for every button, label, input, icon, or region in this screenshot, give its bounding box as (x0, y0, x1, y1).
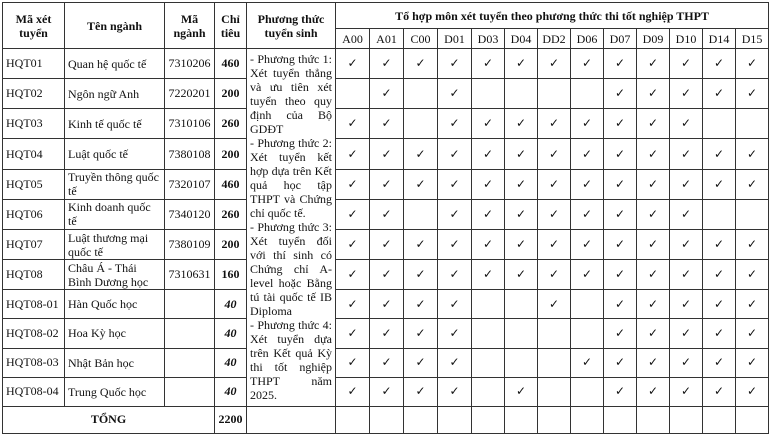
empty-combo-cell (505, 319, 538, 348)
check-icon: ✓ (736, 229, 769, 259)
empty-combo-cell (538, 79, 571, 109)
check-icon: ✓ (736, 319, 769, 348)
empty-total-cell (472, 406, 505, 433)
check-icon: ✓ (505, 377, 538, 406)
check-icon: ✓ (538, 109, 571, 139)
check-icon: ✓ (571, 109, 604, 139)
combo-header-c00: C00 (404, 29, 438, 49)
major-name-cell: Luật thương mại quốc tế (65, 229, 165, 259)
check-icon: ✓ (438, 109, 472, 139)
check-icon: ✓ (404, 290, 438, 319)
check-icon: ✓ (336, 139, 370, 169)
check-icon: ✓ (370, 49, 404, 79)
admission-code-cell: HQT01 (3, 49, 65, 79)
admission-code-cell: HQT08-01 (3, 290, 65, 319)
header-admission-code: Mã xét tuyển (3, 3, 65, 49)
check-icon: ✓ (703, 290, 736, 319)
major-code-cell: 7380109 (165, 229, 215, 259)
major-code-cell (165, 348, 215, 377)
check-icon: ✓ (472, 229, 505, 259)
check-icon: ✓ (336, 348, 370, 377)
quota-cell: 40 (215, 348, 247, 377)
major-code-cell (165, 377, 215, 406)
admission-method-2: - Phương thức 2: Xét tuyển kết hợp dựa trên Kết quả học tập THPT và Chứng chỉ quốc tế. (250, 136, 332, 221)
empty-total-cell (438, 406, 472, 433)
admission-code-cell: HQT05 (3, 169, 65, 199)
check-icon: ✓ (637, 109, 670, 139)
quota-cell: 200 (215, 139, 247, 169)
check-icon: ✓ (438, 49, 472, 79)
admission-method-4: - Phương thức 4: Xét tuyển dựa trên Kết quả Kỳ thi tốt nghiệp THPT năm 2025. (250, 318, 332, 403)
major-name-cell: Hoa Kỳ học (65, 319, 165, 348)
check-icon: ✓ (404, 49, 438, 79)
quota-cell: 160 (215, 260, 247, 290)
quota-cell: 460 (215, 49, 247, 79)
check-icon: ✓ (505, 199, 538, 229)
check-icon: ✓ (637, 79, 670, 109)
check-icon: ✓ (703, 319, 736, 348)
admission-code-cell: HQT04 (3, 139, 65, 169)
check-icon: ✓ (538, 229, 571, 259)
check-icon: ✓ (571, 169, 604, 199)
check-icon: ✓ (571, 199, 604, 229)
check-icon: ✓ (604, 49, 637, 79)
table-row (3, 377, 769, 406)
admission-code-cell: HQT08-02 (3, 319, 65, 348)
empty-combo-cell (336, 79, 370, 109)
check-icon: ✓ (370, 319, 404, 348)
check-icon: ✓ (637, 319, 670, 348)
total-row (3, 406, 769, 433)
combo-header-d07: D07 (604, 29, 637, 49)
check-icon: ✓ (703, 348, 736, 377)
check-icon: ✓ (538, 290, 571, 319)
check-icon: ✓ (438, 199, 472, 229)
major-code-cell: 7340120 (165, 199, 215, 229)
check-icon: ✓ (637, 199, 670, 229)
total-label: TỔNG (3, 406, 215, 433)
check-icon: ✓ (472, 169, 505, 199)
quota-cell: 40 (215, 319, 247, 348)
empty-total-cell (404, 406, 438, 433)
check-icon: ✓ (336, 290, 370, 319)
table-row (3, 229, 769, 259)
check-icon: ✓ (637, 377, 670, 406)
major-code-cell: 7310631 (165, 260, 215, 290)
check-icon: ✓ (438, 79, 472, 109)
combo-header-a01: A01 (370, 29, 404, 49)
check-icon: ✓ (370, 377, 404, 406)
empty-combo-cell (703, 199, 736, 229)
admission-code-cell: HQT08-03 (3, 348, 65, 377)
empty-total-cell (336, 406, 370, 433)
check-icon: ✓ (438, 348, 472, 377)
check-icon: ✓ (670, 290, 703, 319)
check-icon: ✓ (538, 139, 571, 169)
empty-combo-cell (571, 290, 604, 319)
check-icon: ✓ (604, 229, 637, 259)
empty-combo-cell (472, 290, 505, 319)
quota-cell: 40 (215, 377, 247, 406)
empty-total-cell (736, 406, 769, 433)
combo-header-dd2: DD2 (538, 29, 571, 49)
empty-combo-cell (404, 109, 438, 139)
check-icon: ✓ (538, 260, 571, 290)
admission-code-cell: HQT08 (3, 260, 65, 290)
check-icon: ✓ (505, 49, 538, 79)
check-icon: ✓ (604, 377, 637, 406)
check-icon: ✓ (438, 169, 472, 199)
check-icon: ✓ (370, 79, 404, 109)
table-row (3, 199, 769, 229)
check-icon: ✓ (703, 377, 736, 406)
check-icon: ✓ (604, 109, 637, 139)
check-icon: ✓ (538, 199, 571, 229)
check-icon: ✓ (703, 169, 736, 199)
check-icon: ✓ (438, 139, 472, 169)
empty-combo-cell (571, 319, 604, 348)
header-major-code: Mã ngành (165, 3, 215, 49)
check-icon: ✓ (637, 260, 670, 290)
empty-total-cell (505, 406, 538, 433)
check-icon: ✓ (370, 199, 404, 229)
empty-combo-cell (404, 199, 438, 229)
combo-header-d01: D01 (438, 29, 472, 49)
check-icon: ✓ (703, 49, 736, 79)
check-icon: ✓ (670, 377, 703, 406)
empty-combo-cell (505, 290, 538, 319)
check-icon: ✓ (637, 49, 670, 79)
empty-total-cell (370, 406, 404, 433)
header-quota: Chỉ tiêu (215, 3, 247, 49)
major-name-cell: Truyền thông quốc tế (65, 169, 165, 199)
check-icon: ✓ (438, 377, 472, 406)
check-icon: ✓ (370, 348, 404, 377)
major-code-cell: 7380108 (165, 139, 215, 169)
check-icon: ✓ (670, 229, 703, 259)
check-icon: ✓ (604, 260, 637, 290)
major-name-cell: Kinh tế quốc tế (65, 109, 165, 139)
check-icon: ✓ (438, 319, 472, 348)
check-icon: ✓ (505, 229, 538, 259)
check-icon: ✓ (404, 377, 438, 406)
admission-code-cell: HQT08-04 (3, 377, 65, 406)
check-icon: ✓ (404, 139, 438, 169)
header-admission-method: Phương thức tuyển sinh (247, 3, 336, 49)
quota-cell: 460 (215, 169, 247, 199)
check-icon: ✓ (336, 109, 370, 139)
major-code-cell (165, 319, 215, 348)
check-icon: ✓ (571, 139, 604, 169)
empty-combo-cell (472, 79, 505, 109)
check-icon: ✓ (472, 260, 505, 290)
empty-combo-cell (472, 319, 505, 348)
empty-total-cell (604, 406, 637, 433)
major-name-cell: Ngôn ngữ Anh (65, 79, 165, 109)
check-icon: ✓ (637, 169, 670, 199)
check-icon: ✓ (604, 348, 637, 377)
empty-combo-cell (505, 79, 538, 109)
check-icon: ✓ (604, 139, 637, 169)
check-icon: ✓ (438, 260, 472, 290)
check-icon: ✓ (670, 260, 703, 290)
header-subject-combos-title: Tổ hợp môn xét tuyển theo phương thức thi tốt nghiệp THPT (336, 3, 769, 29)
empty-combo-cell (736, 109, 769, 139)
header-major-name: Tên ngành (65, 3, 165, 49)
table-row (3, 139, 769, 169)
check-icon: ✓ (336, 49, 370, 79)
table-body (3, 49, 769, 434)
major-code-cell: 7220201 (165, 79, 215, 109)
check-icon: ✓ (736, 169, 769, 199)
combo-header-d10: D10 (670, 29, 703, 49)
admission-code-cell: HQT07 (3, 229, 65, 259)
check-icon: ✓ (370, 169, 404, 199)
check-icon: ✓ (370, 290, 404, 319)
check-icon: ✓ (370, 109, 404, 139)
check-icon: ✓ (505, 260, 538, 290)
check-icon: ✓ (703, 260, 736, 290)
check-icon: ✓ (336, 199, 370, 229)
major-code-cell (165, 290, 215, 319)
table-row (3, 260, 769, 290)
quota-cell: 260 (215, 109, 247, 139)
check-icon: ✓ (472, 139, 505, 169)
empty-combo-cell (538, 348, 571, 377)
major-code-cell: 7320107 (165, 169, 215, 199)
empty-total-cell (637, 406, 670, 433)
table-row (3, 109, 769, 139)
empty-combo-cell (571, 79, 604, 109)
check-icon: ✓ (438, 290, 472, 319)
check-icon: ✓ (736, 260, 769, 290)
table-row (3, 79, 769, 109)
table-row (3, 169, 769, 199)
check-icon: ✓ (637, 348, 670, 377)
major-name-cell: Nhật Bản học (65, 348, 165, 377)
check-icon: ✓ (736, 348, 769, 377)
table-row (3, 319, 769, 348)
check-icon: ✓ (604, 290, 637, 319)
check-icon: ✓ (670, 139, 703, 169)
major-name-cell: Châu Á - Thái Bình Dương học (65, 260, 165, 290)
major-name-cell: Trung Quốc học (65, 377, 165, 406)
major-code-cell: 7310206 (165, 49, 215, 79)
check-icon: ✓ (370, 139, 404, 169)
combo-header-d15: D15 (736, 29, 769, 49)
total-value: 2200 (215, 406, 247, 433)
check-icon: ✓ (438, 229, 472, 259)
combo-header-d06: D06 (571, 29, 604, 49)
check-icon: ✓ (370, 229, 404, 259)
empty-combo-cell (404, 79, 438, 109)
table-row (3, 49, 769, 79)
check-icon: ✓ (404, 319, 438, 348)
admissions-table (2, 2, 769, 434)
check-icon: ✓ (736, 49, 769, 79)
empty-combo-cell (736, 199, 769, 229)
empty-combo-cell (472, 348, 505, 377)
empty-total-cell (247, 406, 336, 433)
check-icon: ✓ (404, 348, 438, 377)
major-name-cell: Quan hệ quốc tế (65, 49, 165, 79)
table-row (3, 348, 769, 377)
combo-header-d14: D14 (703, 29, 736, 49)
check-icon: ✓ (703, 79, 736, 109)
empty-total-cell (538, 406, 571, 433)
check-icon: ✓ (472, 199, 505, 229)
check-icon: ✓ (604, 319, 637, 348)
check-icon: ✓ (404, 229, 438, 259)
check-icon: ✓ (505, 139, 538, 169)
check-icon: ✓ (703, 229, 736, 259)
check-icon: ✓ (505, 169, 538, 199)
table-row (3, 290, 769, 319)
quota-cell: 200 (215, 79, 247, 109)
check-icon: ✓ (637, 139, 670, 169)
empty-combo-cell (472, 377, 505, 406)
combo-header-d04: D04 (505, 29, 538, 49)
major-name-cell: Kinh doanh quốc tế (65, 199, 165, 229)
check-icon: ✓ (670, 49, 703, 79)
check-icon: ✓ (505, 109, 538, 139)
empty-combo-cell (571, 377, 604, 406)
check-icon: ✓ (370, 260, 404, 290)
check-icon: ✓ (736, 79, 769, 109)
admission-method-3: - Phương thức 3: Xét tuyển đối với thí sinh có Chứng chỉ A-level hoặc Bằng tú tài quốc tế IB Diploma (250, 220, 332, 319)
check-icon: ✓ (336, 260, 370, 290)
check-icon: ✓ (670, 348, 703, 377)
check-icon: ✓ (472, 49, 505, 79)
combo-header-d03: D03 (472, 29, 505, 49)
check-icon: ✓ (670, 109, 703, 139)
check-icon: ✓ (637, 290, 670, 319)
check-icon: ✓ (571, 260, 604, 290)
check-icon: ✓ (670, 199, 703, 229)
check-icon: ✓ (336, 169, 370, 199)
check-icon: ✓ (538, 169, 571, 199)
empty-combo-cell (703, 109, 736, 139)
check-icon: ✓ (336, 377, 370, 406)
check-icon: ✓ (604, 79, 637, 109)
check-icon: ✓ (604, 199, 637, 229)
check-icon: ✓ (538, 49, 571, 79)
check-icon: ✓ (404, 169, 438, 199)
quota-cell: 260 (215, 199, 247, 229)
check-icon: ✓ (336, 229, 370, 259)
check-icon: ✓ (571, 229, 604, 259)
check-icon: ✓ (703, 139, 736, 169)
admission-method-1: - Phương thức 1: Xét tuyển thẳng và ưu tiên xét tuyển theo quy định của Bộ GDĐT (250, 52, 332, 137)
admission-code-cell: HQT03 (3, 109, 65, 139)
admission-code-cell: HQT02 (3, 79, 65, 109)
check-icon: ✓ (472, 109, 505, 139)
combo-header-a00: A00 (336, 29, 370, 49)
check-icon: ✓ (404, 260, 438, 290)
check-icon: ✓ (336, 319, 370, 348)
major-code-cell: 7310106 (165, 109, 215, 139)
check-icon: ✓ (571, 49, 604, 79)
empty-combo-cell (538, 319, 571, 348)
empty-total-cell (571, 406, 604, 433)
major-name-cell: Luật quốc tế (65, 139, 165, 169)
empty-total-cell (703, 406, 736, 433)
empty-combo-cell (505, 348, 538, 377)
check-icon: ✓ (670, 319, 703, 348)
quota-cell: 40 (215, 290, 247, 319)
check-icon: ✓ (571, 348, 604, 377)
admission-methods-cell (247, 49, 336, 407)
major-name-cell: Hàn Quốc học (65, 290, 165, 319)
combo-header-d09: D09 (637, 29, 670, 49)
empty-total-cell (670, 406, 703, 433)
check-icon: ✓ (670, 79, 703, 109)
check-icon: ✓ (736, 377, 769, 406)
check-icon: ✓ (670, 169, 703, 199)
check-icon: ✓ (637, 229, 670, 259)
check-icon: ✓ (604, 169, 637, 199)
quota-cell: 200 (215, 229, 247, 259)
admission-code-cell: HQT06 (3, 199, 65, 229)
empty-combo-cell (538, 377, 571, 406)
check-icon: ✓ (736, 290, 769, 319)
check-icon: ✓ (736, 139, 769, 169)
